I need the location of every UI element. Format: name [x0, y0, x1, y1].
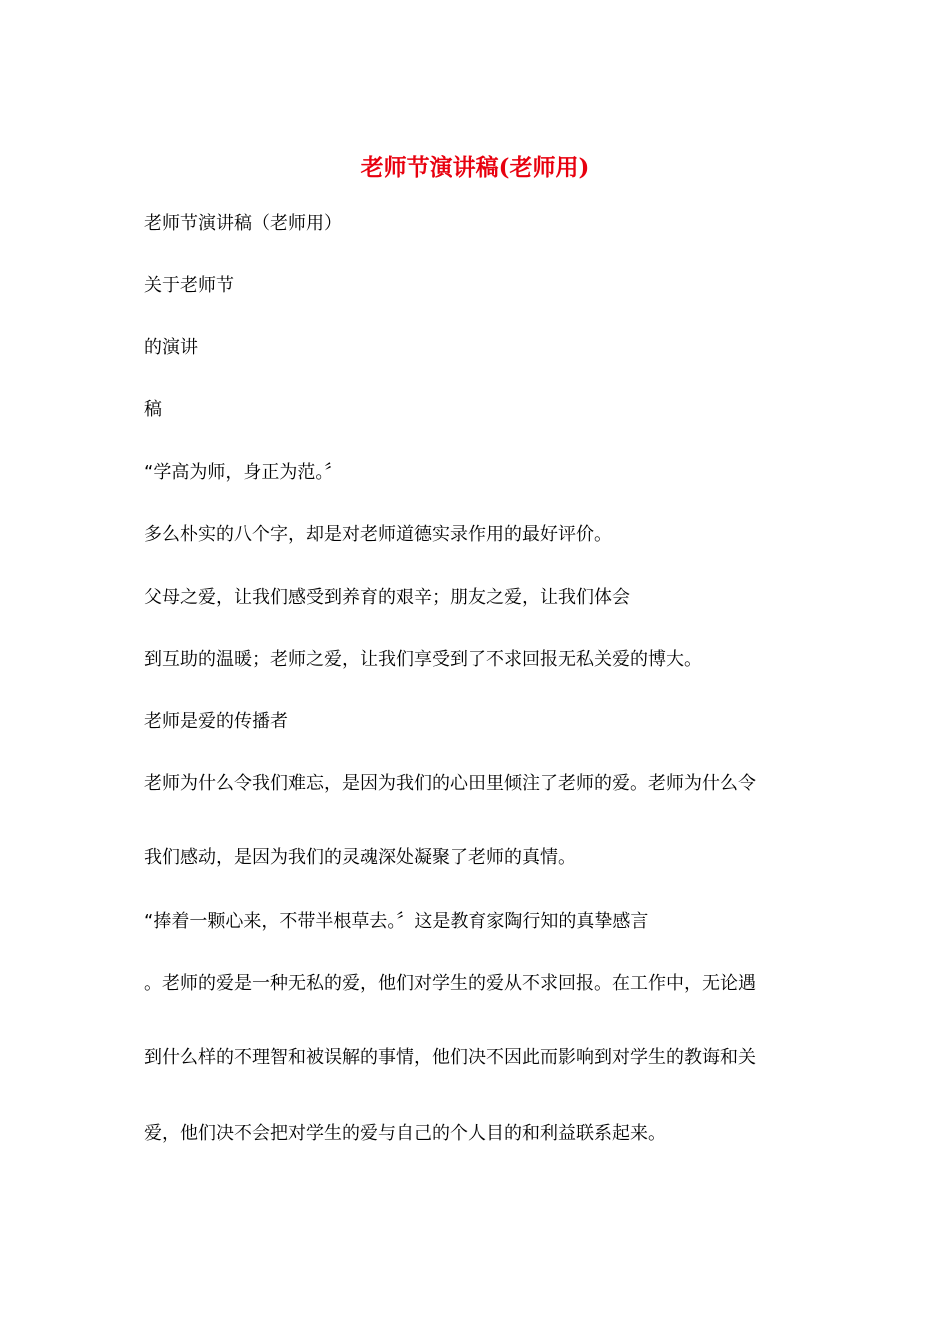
paragraph-line: 到什么样的不理智和被误解的事情，他们决不因此而影响到对学生的教诲和关: [144, 1047, 756, 1068]
paragraph-line: 。老师的爱是一种无私的爱，他们对学生的爱从不求回报。在工作中，无论遇: [144, 973, 756, 994]
paragraph-line: 爱，他们决不会把对学生的爱与自己的个人目的和利益联系起来。: [144, 1123, 666, 1144]
paragraph-line: 我们感动，是因为我们的灵魂深处凝聚了老师的真情。: [144, 847, 576, 868]
quote-line: “学高为师，身正为范。〞: [144, 462, 343, 483]
paragraph-line: 稿: [144, 399, 162, 420]
paragraph-line: 的演讲: [144, 337, 198, 358]
paragraph-line: 老师为什么令我们难忘，是因为我们的心田里倾注了老师的爱。老师为什么令: [144, 773, 756, 794]
paragraph-line: 到互助的温暖；老师之爱，让我们享受到了不求回报无私关爱的博大。: [144, 649, 702, 670]
document-title: 老师节演讲稿(老师用): [360, 154, 590, 181]
section-heading: 老师是爱的传播者: [144, 711, 288, 732]
paragraph-line: 关于老师节: [144, 275, 234, 296]
paragraph-line: 多么朴实的八个字，却是对老师道德实录作用的最好评价。: [144, 524, 612, 545]
subtitle-line: 老师节演讲稿（老师用）: [144, 213, 342, 234]
quote-line: “捧着一颗心来，不带半根草去。〞这是教育家陶行知的真挚感言: [144, 911, 649, 932]
paragraph-line: 父母之爱，让我们感受到养育的艰辛；朋友之爱，让我们体会: [144, 587, 630, 608]
